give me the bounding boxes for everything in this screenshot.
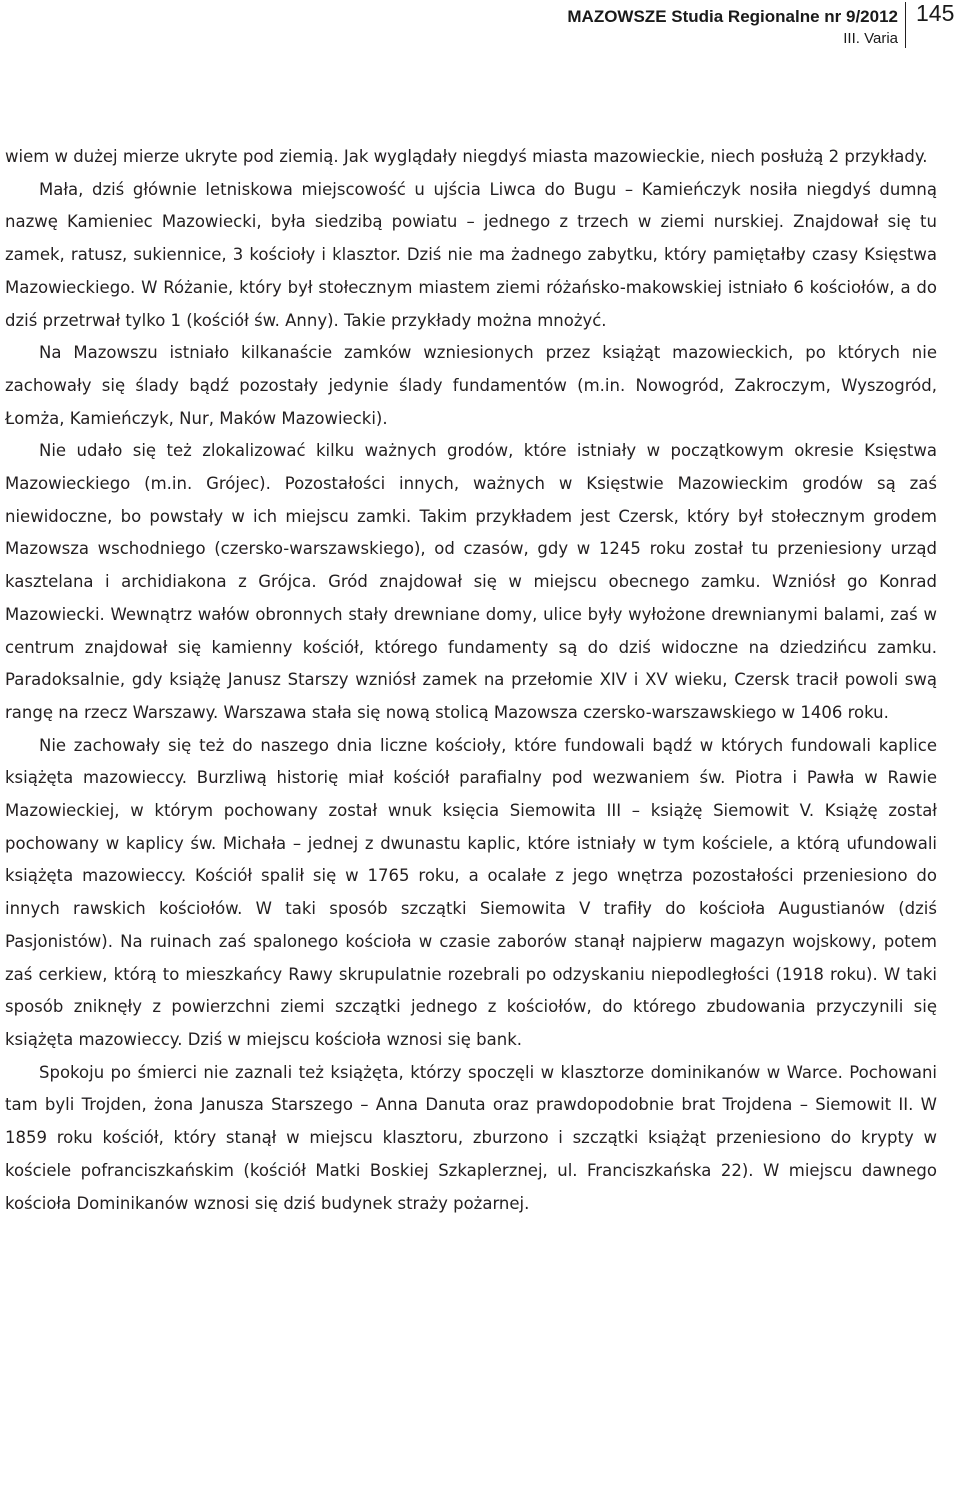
article-body — [5, 141, 937, 1220]
section-label: III. Varia — [843, 30, 898, 47]
running-head — [0, 0, 960, 56]
journal-title: MAZOWSZE Studia Regionalne nr 9/2012 — [567, 7, 898, 26]
paragraph: Nie udało się też zlokalizować kilku ważnych grodów, które istniały w początkowym okresie Księstwa Mazowieckiego (m.in. Grójec). Pozostałości innych, ważnych w Księstwie Mazowieckim grodów są zaś niewidoczne, bo powstały w ich miejscu zamki. Takim przykładem jest Czersk, który był stołecznym grodem Mazowsza wschodniego (czersko-warszawskiego), od czasów, gdy w 1245 roku został tu przeniesiony urząd kasztelana i archidiakona z Grójca. Gród znajdował się w miejscu obecnego zamku. Wzniósł go Konrad Mazowiecki. Wewnątrz wałów obronnych stały drewniane domy, ulice były wyłożone drewnianymi balami, zaś w centrum znajdował się kamienny kościół, którego fundamenty są do dziś widoczne na dziedzińcu zamku. Paradoksalnie, gdy książę Janusz Starszy wzniósł zamek na przełomie XIV i XV wieku, Czersk tracił powoli swą rangę na rzecz Warszawy. Warszawa stała się nową stolicą Mazowsza czersko-warszawskiego w 1406 roku. — [5, 441, 937, 722]
header-divider — [905, 2, 906, 48]
paragraph: Spokoju po śmierci nie zaznali też książęta, którzy spoczęli w klasztorze dominikanów w Warce. Pochowani tam byli Trojden, żona Janusza Starszego – Anna Danuta oraz prawdopodobnie brat Trojdena – Siemowit II. W 1859 roku kościół, który stanął w miejscu klasztoru, zburzono i szczątki książąt przeniesiono do krypty w kościele pofranciszkańskim (kościół Matki Boskiej Szkaplerznej, ul. Franciszkańska 22). W miejscu dawnego kościoła Dominikanów wznosi się dziś budynek straży pożarnej. — [5, 1062, 937, 1213]
page-number: 145 — [916, 0, 955, 26]
paragraph: Nie zachowały się też do naszego dnia liczne kościoły, które fundowali bądź w których fundowali kaplice książęta mazowieccy. Burzliwą historię miał kościół parafialny pod wezwaniem św. Piotra i Pawła w Rawie Mazowieckiej, w którym pochowany został wnuk księcia Siemowita III – książę Siemowit V. Książę został pochowany w kaplicy św. Michała – jednej z dwunastu kaplic, które istniały w tym kościele, a którą ufundowali książęta mazowieccy. Kościół spalił się w 1765 roku, a ocalałe z jego wnętrza pozostałości przeniesiono do innych rawskich kościołów. W taki sposób szczątki Siemowita V trafiły do kościoła Augustianów (dziś Pasjonistów). Na ruinach zaś spalonego kościoła w czasie zaborów stanął najpierw magazyn wojskowy, potem zaś cerkiew, którą to mieszkańcy Rawy skrupulatnie rozebrali po odzyskaniu niepodległości (1918 roku). W taki sposób zniknęły z powierzchni ziemi szczątki jednego z kościołów, do którego zbudowania przyczynili się książęta mazowieccy. Dziś w miejscu kościoła wznosi się bank. — [5, 735, 937, 1049]
paragraph: Na Mazowszu istniało kilkanaście zamków wzniesionych przez książąt mazowieckich, po których nie zachowały się ślady bądź pozostały jedynie ślady fundamentów (m.in. Nowogród, Zakroczym, Wyszogród, Łomża, Kamieńczyk, Nur, Maków Mazowiecki). — [5, 343, 937, 428]
paragraph-continued: wiem w dużej mierze ukryte pod ziemią. Jak wyglądały niegdyś miasta mazowieckie, niech posłużą 2 przykłady. — [5, 147, 928, 166]
running-head-text — [567, 6, 898, 50]
paragraph: Mała, dziś głównie letniskowa miejscowość u ujścia Liwca do Bugu – Kamieńczyk nosiła niegdyś dumną nazwę Kamieniec Mazowiecki, była siedzibą powiatu – jednego z trzech w ziemi nurskiej. Znajdował się tu zamek, ratusz, sukiennice, 3 kościoły i klasztor. Dziś nie ma żadnego zabytku, który pamiętałby czasy Księstwa Mazowieckiego. W Różanie, który był stołecznym miastem ziemi różańsko-makowskiej istniało 6 kościołów, a do dziś przetrwał tylko 1 (kościół św. Anny). Takie przykłady można mnożyć. — [5, 179, 937, 330]
